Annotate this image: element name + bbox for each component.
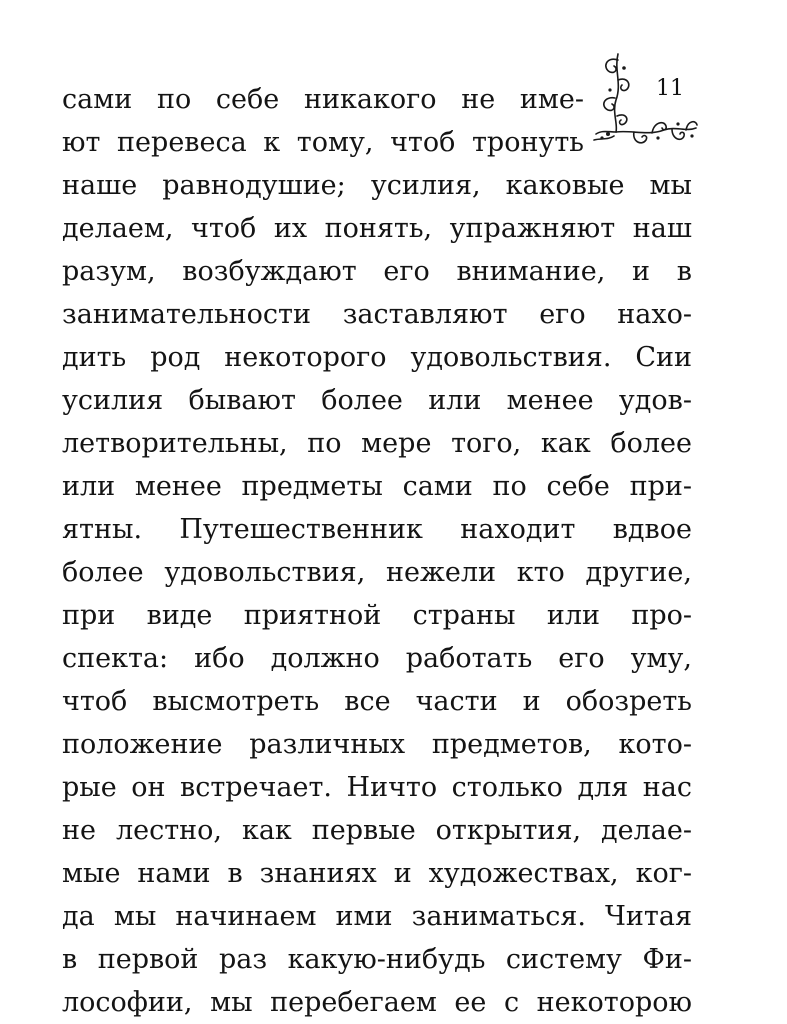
text-line: да мы начинаем ими заниматься. Читая bbox=[62, 901, 692, 932]
body-text bbox=[62, 78, 692, 1024]
text-line: более удовольствия, нежели кто другие, bbox=[62, 557, 692, 588]
text-line: ятны. Путешественник находит вдвое bbox=[62, 514, 692, 545]
text-line: не лестно, как первые открытия, делае- bbox=[62, 815, 692, 846]
text-line: лософии, мы перебегаем ее с некоторою bbox=[62, 987, 692, 1018]
text-line: летворительны, по мере того, как более bbox=[62, 428, 692, 459]
text-line: сами по себе никакого не име- bbox=[62, 84, 584, 115]
text-line: или менее предметы сами по себе при- bbox=[62, 471, 692, 502]
text-line: рые он встречает. Ничто столько для нас bbox=[62, 772, 692, 803]
text-line: делаем, чтоб их понять, упражняют наш bbox=[62, 213, 692, 244]
text-line: разум, возбуждают его внимание, и в bbox=[62, 256, 692, 287]
text-line: положение различных предметов, кото- bbox=[62, 729, 692, 760]
text-line: занимательности заставляют его нахо- bbox=[62, 299, 692, 330]
text-line: ют перевеса к тому, чтоб тронуть bbox=[62, 127, 584, 158]
text-line: усилия бывают более или менее удов- bbox=[62, 385, 692, 416]
text-line: при виде приятной страны или про- bbox=[62, 600, 692, 631]
text-line: дить род некоторого удовольствия. Сии bbox=[62, 342, 692, 373]
text-line: мые нами в знаниях и художествах, ког- bbox=[62, 858, 692, 889]
text-line: чтоб высмотреть все части и обозреть bbox=[62, 686, 692, 717]
text-line: в первой раз какую-нибудь систему Фи- bbox=[62, 944, 692, 975]
page-number: 11 bbox=[656, 76, 684, 101]
text-line: спекта: ибо должно работать его уму, bbox=[62, 643, 692, 674]
text-line: наше равнодушие; усилия, каковые мы bbox=[62, 170, 692, 201]
